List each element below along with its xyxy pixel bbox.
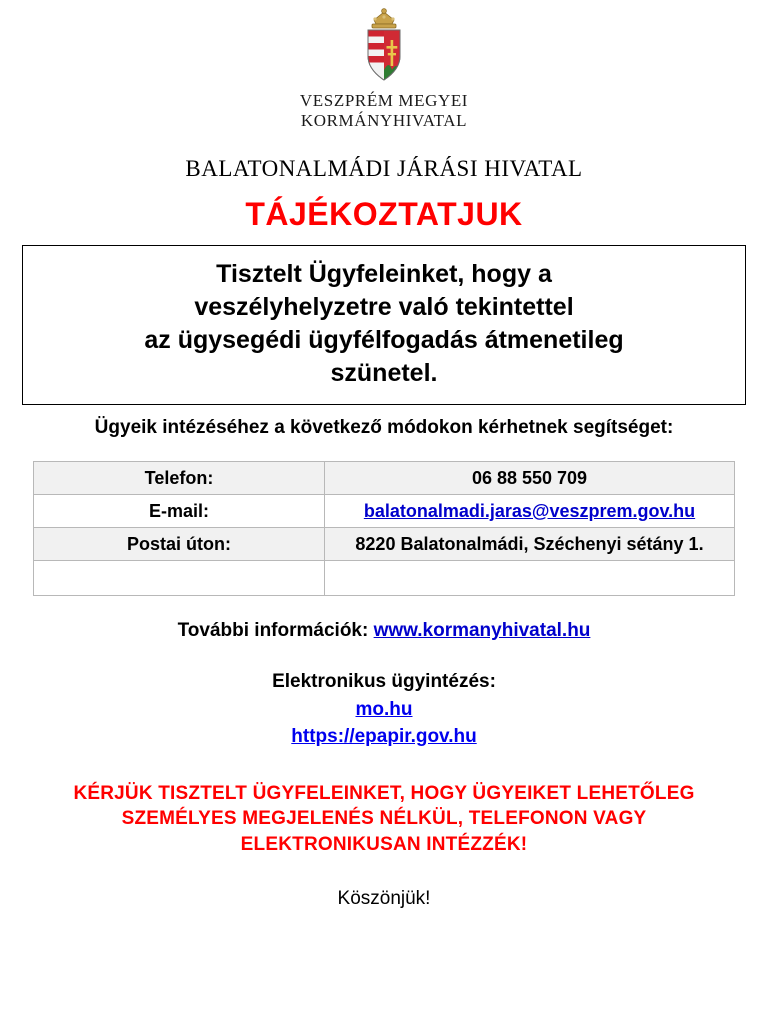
contact-label-empty	[34, 561, 325, 596]
notice-line-3: az ügysegédi ügyfélfogadás átmenetileg	[144, 326, 624, 355]
contact-value-email	[325, 495, 735, 528]
notice-line-2: veszélyhelyzetre való tekintettel	[194, 293, 574, 322]
table-row	[34, 495, 735, 528]
contact-label-postal: Postai úton:	[34, 528, 325, 561]
assistance-subtitle: Ügyeik intézéséhez a következő módokon kérhetnek segítséget:	[94, 417, 674, 439]
table-row	[34, 528, 735, 561]
contact-table	[33, 461, 735, 596]
contact-label-phone: Telefon:	[34, 462, 325, 495]
office-title: BALATONALMÁDI JÁRÁSI HIVATAL	[185, 156, 583, 182]
table-row	[34, 462, 735, 495]
more-info-prefix: További információk:	[177, 620, 374, 642]
magyarorszag-link[interactable]: mo.hu	[355, 698, 413, 720]
thanks-text: Köszönjük!	[337, 887, 431, 909]
contact-value-phone: 06 88 550 709	[325, 462, 735, 495]
organization-name	[22, 91, 746, 130]
alert-title: TÁJÉKOZTATJUK	[245, 196, 523, 233]
notice-box	[22, 245, 746, 405]
red-call-line-1: KÉRJÜK TISZTELT ÜGYFELEINKET, HOGY ÜGYEIKET LEHETŐLEG	[73, 782, 695, 804]
email-link[interactable]: balatonalmadi.jaras@veszprem.gov.hu	[363, 500, 696, 521]
e-administration-heading: Elektronikus ügyintézés:	[272, 671, 496, 693]
contact-value-postal: 8220 Balatonalmádi, Széchenyi sétány 1.	[325, 528, 735, 561]
organization-line-1: VESZPRÉM MEGYEI	[299, 91, 469, 110]
hungarian-coat-of-arms-icon	[356, 8, 412, 84]
kormanyhivatal-link[interactable]: www.kormanyhivatal.hu	[373, 620, 591, 642]
notice-line-1: Tisztelt Ügyfeleinket, hogy a	[216, 260, 552, 289]
notice-line-4: szünetel.	[330, 359, 438, 388]
more-info-line	[22, 620, 746, 642]
e-administration-block	[22, 668, 746, 751]
red-call-line-2: SZEMÉLYES MEGJELENÉS NÉLKÜL, TELEFONON VAGY	[121, 808, 647, 830]
contact-value-empty	[325, 561, 735, 596]
epapir-link[interactable]: https://epapir.gov.hu	[291, 726, 477, 748]
table-row	[34, 561, 735, 596]
crest-block	[22, 0, 746, 89]
organization-line-2: KORMÁNYHIVATAL	[300, 110, 468, 130]
contact-label-email: E-mail:	[34, 495, 325, 528]
red-call-line-3: ELEKTRONIKUSAN INTÉZZÉK!	[240, 834, 528, 856]
red-call-to-action	[22, 781, 746, 858]
